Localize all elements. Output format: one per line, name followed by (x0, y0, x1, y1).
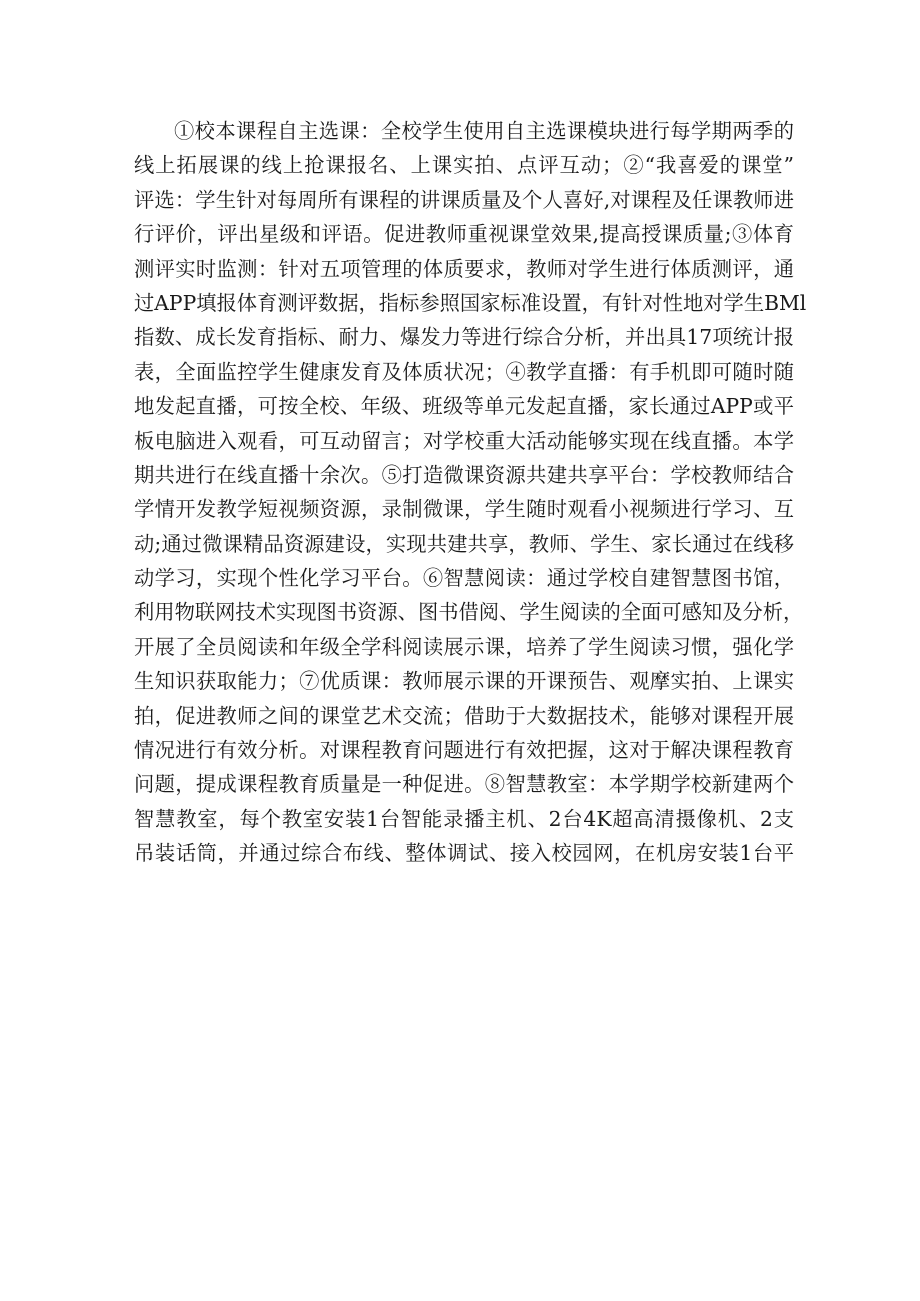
paragraph-line: 情况进行有效分析。对课程教育问题进行有效把握，这对于解决课程教育 (134, 738, 794, 763)
paragraph-line: ①校本课程自主选课：全校学生使用自主选课模块进行每学期两季的 (174, 119, 794, 143)
body-paragraph (134, 114, 807, 871)
paragraph-line: 动;通过微课精品资源建设，实现共建共享，教师、学生、家长通过在线移 (134, 531, 794, 556)
paragraph-line: 拍，促进教师之间的课堂艺术交流；借助于大数据技术，能够对课程开展 (134, 703, 794, 728)
paragraph-line: 指数、成长发育指标、耐力、爆发力等进行综合分析，并出具17项统计报 (134, 325, 794, 350)
paragraph-line: 测评实时监测：针对五项管理的体质要求，教师对学生进行体质测评，通 (134, 256, 794, 281)
paragraph-line: 问题，提成课程教育质量是一种促进。⑧智慧教室：本学期学校新建两个 (134, 772, 794, 797)
paragraph-line: 过APP填报体育测评数据，指标参照国家标准设置，有针对性地对学生BMl (134, 290, 807, 315)
paragraph-line: 学情开发教学短视频资源，录制微课，学生随时观看小视频进行学习、互 (134, 497, 794, 522)
paragraph-line: 线上拓展课的线上抢课报名、上课实拍、点评互动；②“我喜爱的课堂” (134, 153, 794, 178)
paragraph-line: 动学习，实现个性化学习平台。⑥智慧阅读：通过学校自建智慧图书馆， (134, 566, 794, 591)
paragraph-line: 开展了全员阅读和年级全学科阅读展示课，培养了学生阅读习惯，强化学 (134, 634, 794, 659)
paragraph-line: 生知识获取能力；⑦优质课：教师展示课的开课预告、观摩实拍、上课实 (134, 669, 794, 694)
paragraph-line: 评选：学生针对每周所有课程的讲课质量及个人喜好,对课程及任课教师进 (134, 187, 794, 212)
paragraph-line: 板电脑进入观看，可互动留言；对学校重大活动能够实现在线直播。本学 (134, 428, 794, 453)
paragraph-line: 期共进行在线直播十余次。⑤打造微课资源共建共享平台：学校教师结合 (134, 462, 794, 487)
paragraph-line: 行评价，评出星级和评语。促进教师重视课堂效果,提高授课质量;③体育 (134, 222, 794, 247)
paragraph-line: 智慧教室，每个教室安装1台智能录播主机、2台4K超高清摄像机、2支 (134, 806, 794, 831)
paragraph-line: 地发起直播，可按全校、年级、班级等单元发起直播，家长通过APP或平 (134, 394, 794, 419)
paragraph-line: 吊装话筒，并通过综合布线、整体调试、接入校园网，在机房安装1台平 (134, 841, 794, 866)
paragraph-line: 利用物联网技术实现图书资源、图书借阅、学生阅读的全面可感知及分析， (134, 600, 804, 625)
paragraph-line: 表，全面监控学生健康发育及体质状况；④教学直播：有手机即可随时随 (134, 359, 794, 384)
